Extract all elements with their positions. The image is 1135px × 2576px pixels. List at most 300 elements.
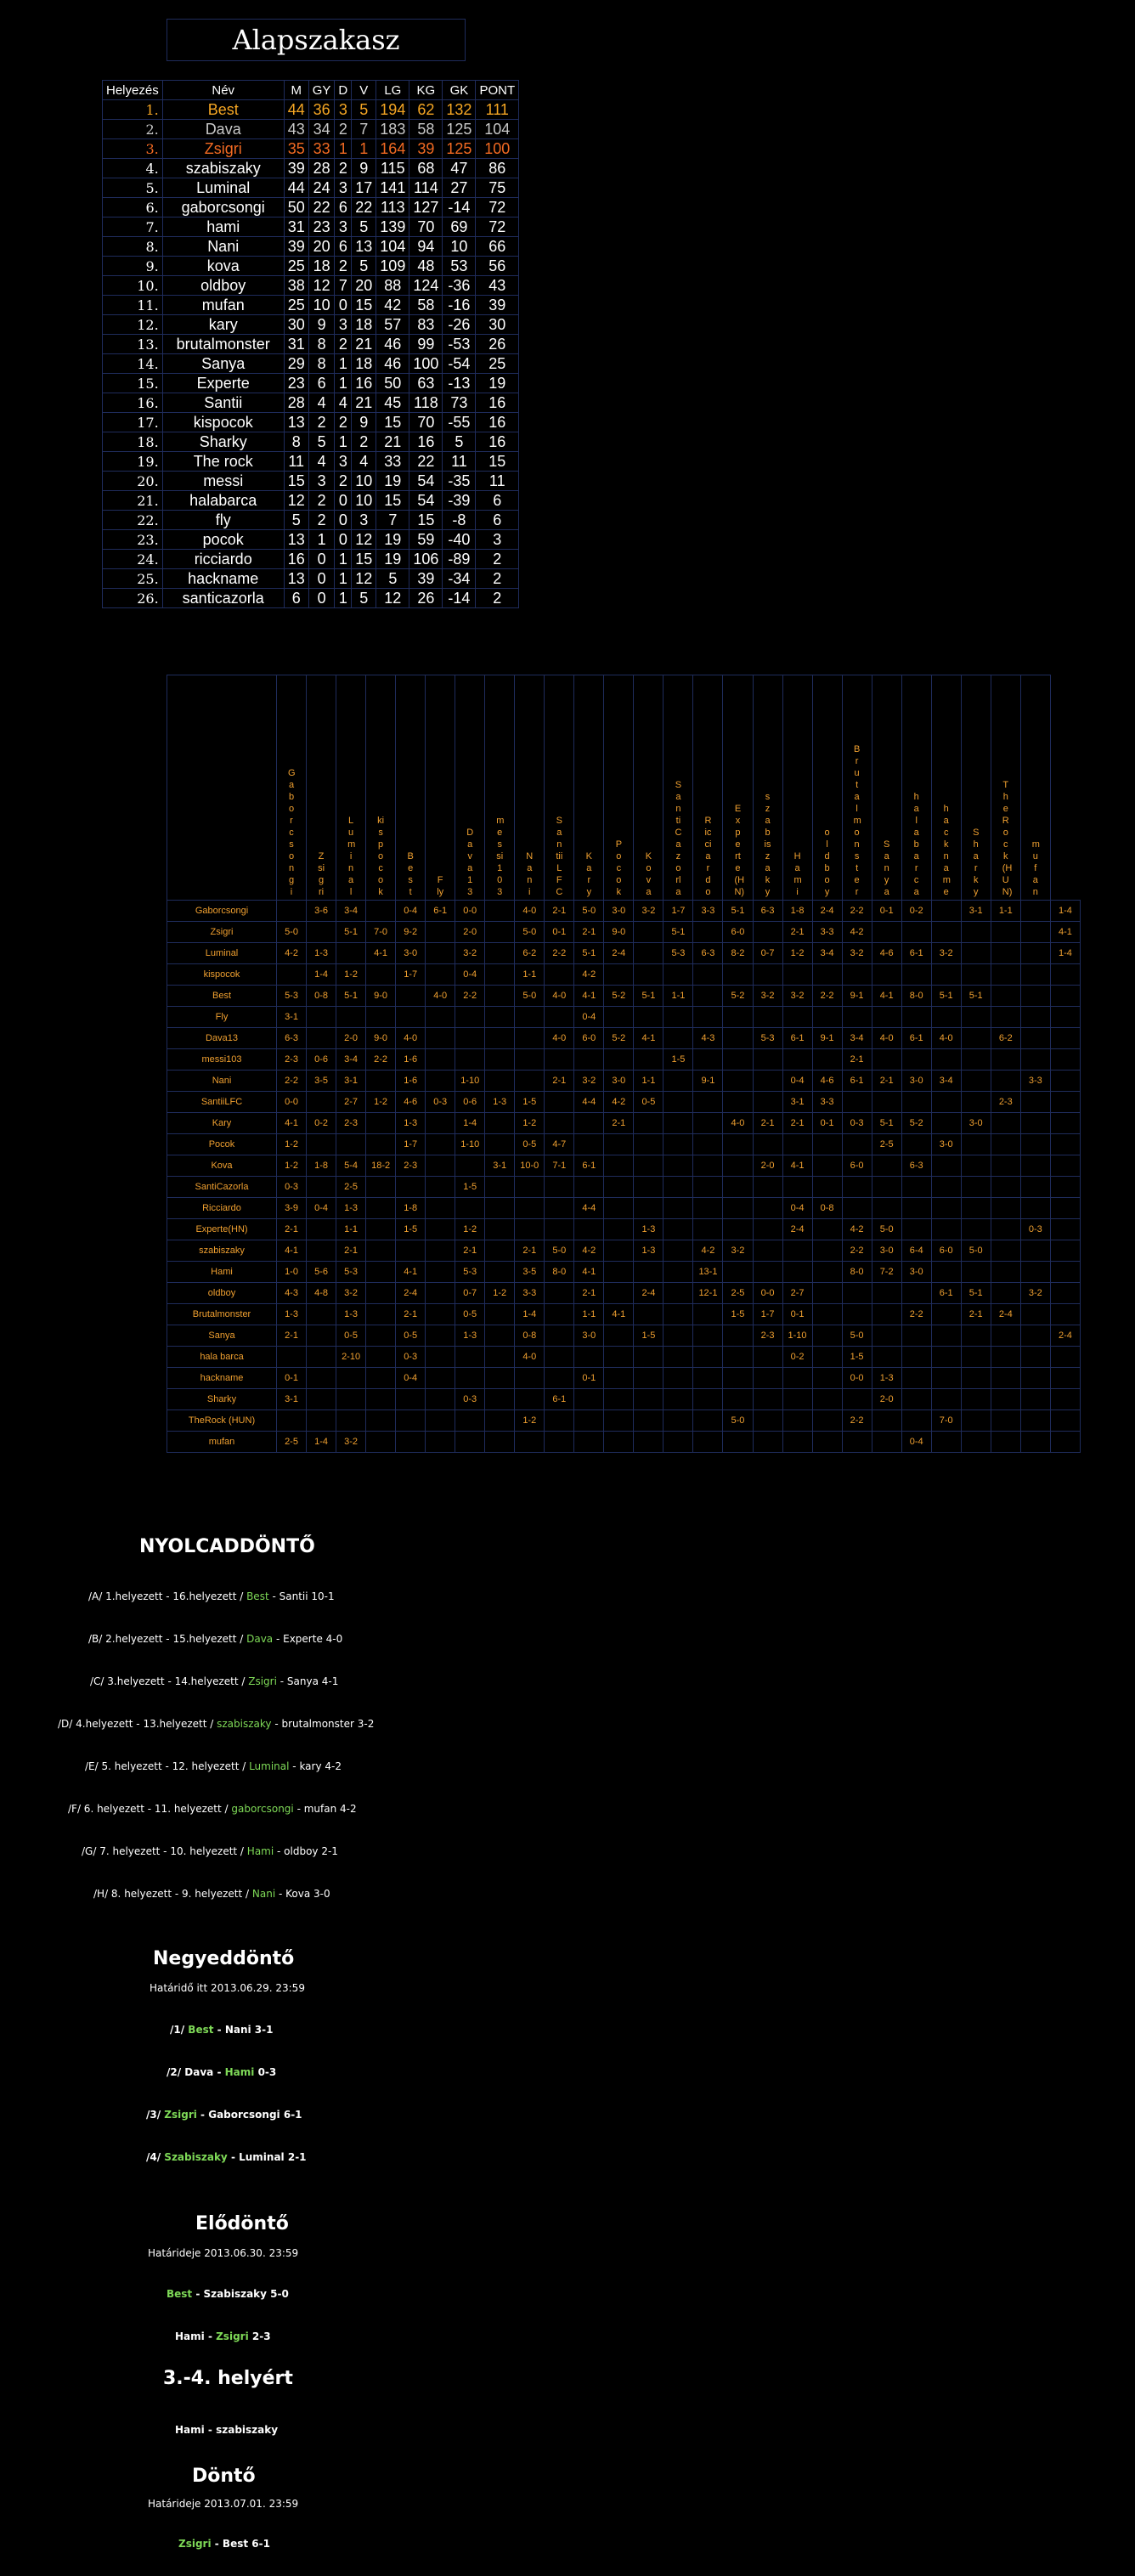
matrix-result-cell: 3-9 [277,1198,307,1219]
matrix-result-cell [574,1347,604,1368]
matrix-result-cell [901,1134,931,1155]
matrix-result-cell [1050,1177,1080,1198]
stat-cell: -89 [443,550,476,569]
matrix-result-cell: 4-2 [842,922,872,943]
matrix-result-cell [901,1283,931,1304]
matrix-result-cell [455,1007,485,1028]
matrix-result-cell [634,1134,663,1155]
stat-cell: 72 [476,217,519,237]
stat-cell: 104 [476,120,519,139]
team-name-cell: Best [162,100,284,120]
matrix-result-cell [426,1134,455,1155]
standings-row [103,472,519,491]
matrix-result-cell: 3-2 [574,1071,604,1092]
matrix-result-cell [366,1389,396,1410]
matrix-result-cell: 2-1 [782,1113,812,1134]
matrix-result-cell [872,1155,901,1177]
stat-cell: 54 [409,491,443,511]
matrix-result-cell: 0-4 [307,1198,336,1219]
matrix-result-cell: 9-1 [693,1071,723,1092]
matrix-result-cell: 2-7 [336,1092,366,1113]
matrix-result-cell [693,1134,723,1155]
matrix-result-cell: 3-2 [336,1283,366,1304]
matrix-result-cell [842,1177,872,1198]
stat-cell: 10 [352,491,376,511]
stat-cell: 12 [352,530,376,550]
matrix-result-cell [366,1134,396,1155]
stat-cell: 3 [308,472,335,491]
matrix-result-cell [782,1007,812,1028]
matrix-column-label: Hami [793,851,802,897]
eighth-match [68,1803,357,1815]
stat-cell: 5 [352,257,376,276]
matrix-result-cell [634,1113,663,1134]
matrix-result-cell: 5-1 [574,943,604,964]
matrix-result-cell [426,1325,455,1347]
matrix-result-cell: 2-4 [396,1283,426,1304]
stat-cell: 6 [308,374,335,393]
stat-cell: 5 [443,432,476,452]
matrix-result-cell: 2-4 [812,901,842,922]
team-name-cell: hackname [162,569,284,589]
stat-cell: 46 [376,335,409,354]
matrix-result-cell [1050,1134,1080,1155]
rank-cell: 19. [103,452,163,472]
match-sep: - [227,2151,240,2163]
winner-name: Zsigri [248,1675,277,1687]
matrix-result-cell [515,1028,545,1049]
matrix-result-cell [455,1049,485,1071]
matrix-result-cell: 2-1 [842,1049,872,1071]
matrix-result-cell [515,1177,545,1198]
matrix-result-cell: 0-1 [574,1368,604,1389]
standings-row [103,198,519,217]
matrix-result-cell: 3-3 [515,1283,545,1304]
match-label: /B/ 2.helyezett - 15.helyezett / [88,1633,247,1645]
matrix-result-cell [515,1368,545,1389]
matrix-result-cell: 7-0 [366,922,396,943]
standings-row [103,296,519,315]
standings-row [103,589,519,608]
semi-deadline: Határideje 2013.06.30. 23:59 [148,2247,299,2259]
matrix-result-cell [1020,1113,1050,1134]
matrix-result-cell: 2-1 [455,1240,485,1262]
stat-cell: 3 [335,100,352,120]
matrix-row-label: Sharky [167,1389,277,1410]
rank-cell: 7. [103,217,163,237]
standings-header-row [103,81,519,100]
stat-cell: -39 [443,491,476,511]
matrix-result-cell [1020,1155,1050,1177]
matrix-result-cell [574,1219,604,1240]
match-result: - oldboy 2-1 [274,1845,338,1857]
stat-cell: 124 [409,276,443,296]
matrix-result-cell [901,964,931,986]
matrix-result-cell [307,1092,336,1113]
matrix-result-cell [931,1304,961,1325]
stat-cell: 4 [308,452,335,472]
matrix-result-cell: 5-0 [515,986,545,1007]
stat-cell: -14 [443,589,476,608]
winner-name: Luminal [249,1760,290,1772]
standings-row [103,452,519,472]
matrix-result-cell [1020,1240,1050,1262]
standings-row [103,159,519,178]
matrix-result-cell [753,1389,782,1410]
matrix-result-cell [277,901,307,922]
matrix-result-cell: 6-1 [901,943,931,964]
stat-cell: 29 [284,354,308,374]
stat-cell: 2 [335,159,352,178]
matrix-result-cell [366,1283,396,1304]
matrix-result-cell [872,1283,901,1304]
matrix-result-cell: 5-2 [723,986,753,1007]
stat-cell: 15 [284,472,308,491]
stat-cell: 139 [376,217,409,237]
matrix-result-cell: 3-2 [723,1240,753,1262]
matrix-result-cell [782,1410,812,1432]
winner-name: Best [246,1590,269,1602]
stat-cell: 47 [443,159,476,178]
matrix-result-cell [307,1325,336,1347]
matrix-result-cell [931,1049,961,1071]
matrix-result-cell: 4-1 [277,1240,307,1262]
matrix-result-cell [574,1432,604,1453]
matrix-result-cell [307,1347,336,1368]
matrix-result-cell: 2-2 [842,1410,872,1432]
matrix-result-cell [1020,1432,1050,1453]
matrix-result-cell [901,1368,931,1389]
matrix-result-cell: 8-0 [545,1262,574,1283]
quarter-match [170,2024,273,2036]
match-label: /A/ 1.helyezett - 16.helyezett / [88,1590,247,1602]
matrix-result-cell: 2-4 [604,943,634,964]
matrix-result-cell [991,1007,1020,1028]
stat-cell: 1 [335,432,352,452]
stat-cell: 39 [284,237,308,257]
stat-cell: 5 [308,432,335,452]
stat-cell: 28 [308,159,335,178]
matrix-result-cell: 0-3 [396,1347,426,1368]
stat-cell: 62 [409,100,443,120]
matrix-result-cell: 4-0 [426,986,455,1007]
match-result: - mufan 4-2 [293,1803,357,1815]
matrix-column-label: mufan [1031,839,1040,897]
matrix-result-cell: 4-0 [545,1028,574,1049]
stat-cell: 18 [352,315,376,335]
match-sep: - [213,2024,225,2036]
rank-cell: 17. [103,413,163,432]
matrix-result-cell [663,1240,693,1262]
stat-cell: 15 [376,413,409,432]
matrix-result-cell [485,1198,515,1219]
stat-cell: 73 [443,393,476,413]
matrix-result-cell: 0-2 [307,1113,336,1134]
standings-header-cell: PONT [476,81,519,100]
matrix-result-cell: 3-3 [693,901,723,922]
matrix-result-cell [604,1389,634,1410]
match-label: /E/ 5. helyezett - 12. helyezett / [85,1760,250,1772]
matrix-result-cell [1050,1262,1080,1283]
stat-cell: -35 [443,472,476,491]
matrix-column-label: Luminal [347,816,356,897]
semi-title: Elődöntő [195,2213,289,2234]
stat-cell: 19 [376,530,409,550]
matrix-result-cell [1020,1134,1050,1155]
matrix-result-cell: 1-4 [455,1113,485,1134]
standings-header-cell: GY [308,81,335,100]
matrix-result-cell: 1-3 [336,1198,366,1219]
stat-cell: 38 [284,276,308,296]
stat-cell: 10 [308,296,335,315]
matrix-result-cell [901,1198,931,1219]
stat-cell: 8 [284,432,308,452]
matrix-row [167,1092,1081,1113]
matrix-result-cell: 4-3 [277,1283,307,1304]
matrix-result-cell: 1-3 [634,1240,663,1262]
match-result: - Experte 4-0 [273,1633,343,1645]
stat-cell: 3 [352,511,376,530]
matrix-result-cell [396,1432,426,1453]
stat-cell: 31 [284,217,308,237]
stat-cell: 16 [352,374,376,393]
matrix-result-cell: 3-0 [396,943,426,964]
matrix-result-cell [991,943,1020,964]
matrix-result-cell: 18-2 [366,1155,396,1177]
matrix-result-cell: 2-1 [545,901,574,922]
matrix-result-cell: 1-3 [455,1325,485,1347]
rank-cell: 10. [103,276,163,296]
matrix-result-cell: 3-4 [931,1071,961,1092]
matrix-result-cell [961,943,991,964]
matrix-result-cell [842,1304,872,1325]
matrix-result-cell [812,1262,842,1283]
stat-cell: 39 [409,139,443,159]
match-label: /G/ 7. helyezett - 10. helyezett / [82,1845,247,1857]
matrix-result-cell [663,1007,693,1028]
matrix-column-header [604,675,634,901]
matrix-result-cell [307,1177,336,1198]
stat-cell: 9 [352,159,376,178]
matrix-result-cell: 6-1 [782,1028,812,1049]
matrix-column-label: SantiCazorla [675,780,682,897]
matrix-result-cell: 3-0 [961,1113,991,1134]
matrix-result-cell: 1-4 [1050,901,1080,922]
matrix-result-cell: 9-0 [366,986,396,1007]
matrix-column-header [901,675,931,901]
matrix-result-cell: 6-0 [574,1028,604,1049]
matrix-result-cell [1050,1389,1080,1410]
matrix-result-cell [991,1347,1020,1368]
matrix-result-cell: 2-10 [336,1347,366,1368]
matrix-result-cell: 1-7 [663,901,693,922]
matrix-row-label: messi103 [167,1049,277,1071]
matrix-row-label: Kova [167,1155,277,1177]
matrix-result-cell [693,964,723,986]
standings-row [103,374,519,393]
matrix-result-cell: 3-0 [604,1071,634,1092]
standings-header-cell: Helyezés [103,81,163,100]
stat-cell: 0 [335,296,352,315]
match-score: 2-1 [284,2151,307,2163]
rank-cell: 16. [103,393,163,413]
matrix-result-cell [1020,1198,1050,1219]
stat-cell: 2 [335,120,352,139]
matrix-result-cell [634,1368,663,1389]
matrix-result-cell [723,1325,753,1347]
matrix-row [167,1049,1081,1071]
stat-cell: 0 [308,569,335,589]
matrix-result-cell: 2-0 [455,922,485,943]
matrix-result-cell: 3-3 [812,922,842,943]
stat-cell: 43 [476,276,519,296]
matrix-result-cell [485,1410,515,1432]
matrix-row-label: Luminal [167,943,277,964]
stat-cell: 56 [476,257,519,276]
stat-cell: 88 [376,276,409,296]
matrix-result-cell [961,1155,991,1177]
matrix-result-cell: 0-2 [782,1347,812,1368]
matrix-result-cell [485,1389,515,1410]
stat-cell: 35 [284,139,308,159]
matrix-result-cell [991,964,1020,986]
matrix-result-cell: 1-2 [515,1113,545,1134]
matrix-result-cell [604,1134,634,1155]
matrix-result-cell [366,964,396,986]
stat-cell: 2 [476,569,519,589]
matrix-result-cell: 0-5 [396,1325,426,1347]
stat-cell: 13 [352,237,376,257]
rank-cell: 11. [103,296,163,315]
matrix-result-cell [634,1304,663,1325]
matrix-result-cell [426,964,455,986]
team-name-cell: brutalmonster [162,335,284,354]
matrix-result-cell [634,1049,663,1071]
matrix-result-cell: 4-0 [515,1347,545,1368]
matrix-result-cell [1050,1240,1080,1262]
matrix-result-cell [1050,1092,1080,1113]
matrix-result-cell [693,1325,723,1347]
matrix-result-cell [723,1134,753,1155]
team-name-cell: oldboy [162,276,284,296]
matrix-result-cell [1020,1262,1050,1283]
match-result: - Kova 3-0 [275,1888,330,1900]
matrix-result-cell: 5-1 [663,922,693,943]
matrix-result-cell: 3-2 [753,986,782,1007]
matrix-result-cell: 9-2 [396,922,426,943]
stat-cell: 21 [376,432,409,452]
stat-cell: 8 [308,354,335,374]
stat-cell: 86 [476,159,519,178]
rank-cell: 2. [103,120,163,139]
matrix-result-cell: 1-1 [574,1304,604,1325]
matrix-column-header [545,675,574,901]
matrix-result-cell [663,1283,693,1304]
matrix-result-cell [545,1113,574,1134]
matrix-result-cell [872,1007,901,1028]
matrix-result-cell [426,1219,455,1240]
matrix-result-cell: 1-4 [515,1304,545,1325]
matrix-result-cell [396,1007,426,1028]
matrix-result-cell: 4-1 [574,986,604,1007]
stat-cell: 2 [308,491,335,511]
stat-cell: 3 [335,178,352,198]
matrix-column-label: Sanya [883,839,890,897]
matrix-result-cell [515,1389,545,1410]
stat-cell: 63 [409,374,443,393]
matrix-result-cell [872,1432,901,1453]
standings-header-cell: Név [162,81,284,100]
stat-cell: 1 [308,530,335,550]
matrix-column-label: Kova [645,851,652,897]
matrix-result-cell [991,1325,1020,1347]
stat-cell: 75 [476,178,519,198]
standings-row [103,100,519,120]
stat-cell: 1 [335,569,352,589]
matrix-column-label: Dava13 [466,828,474,897]
matrix-column-label: kispocok [377,816,385,897]
matrix-result-cell: 1-1 [336,1219,366,1240]
matrix-result-cell: 1-5 [455,1177,485,1198]
matrix-result-cell [426,1389,455,1410]
stat-cell: 54 [409,472,443,491]
stat-cell: 0 [335,511,352,530]
matrix-result-cell [604,1198,634,1219]
standings-header-cell: GK [443,81,476,100]
matrix-row-label: SantiCazorla [167,1177,277,1198]
stat-cell: 2 [308,413,335,432]
matrix-result-cell: 6-1 [426,901,455,922]
matrix-result-cell [693,1347,723,1368]
standings-header-cell: KG [409,81,443,100]
matrix-result-cell [1050,964,1080,986]
stat-cell: 9 [352,413,376,432]
matrix-result-cell [723,1389,753,1410]
matrix-result-cell: 2-5 [277,1432,307,1453]
stat-cell: 19 [376,472,409,491]
matrix-result-cell [872,1410,901,1432]
matrix-result-cell [485,1262,515,1283]
stat-cell: 5 [352,100,376,120]
matrix-column-label: Nani [526,851,534,897]
matrix-result-cell: 3-6 [307,901,336,922]
stat-cell: 132 [443,100,476,120]
matrix-result-cell [574,1113,604,1134]
standings-row [103,550,519,569]
stat-cell: 66 [476,237,519,257]
matrix-result-cell [812,1325,842,1347]
matrix-result-cell [1020,943,1050,964]
standings-row [103,120,519,139]
matrix-result-cell: 1-3 [872,1368,901,1389]
matrix-result-cell [872,1304,901,1325]
matrix-result-cell [545,1007,574,1028]
matrix-result-cell [723,964,753,986]
matrix-result-cell [753,1262,782,1283]
match-sep: - [213,2066,225,2078]
matrix-result-cell: 0-4 [396,1368,426,1389]
matrix-result-cell: 0-4 [455,964,485,986]
matrix-result-cell: 7-2 [872,1262,901,1283]
matrix-result-cell: 5-0 [545,1240,574,1262]
stat-cell: 72 [476,198,519,217]
match-result: - kary 4-2 [289,1760,342,1772]
matrix-result-cell: 4-4 [574,1198,604,1219]
stat-cell: 46 [376,354,409,374]
matrix-result-cell: 0-2 [901,901,931,922]
stat-cell: 2 [335,335,352,354]
matrix-result-cell [545,964,574,986]
